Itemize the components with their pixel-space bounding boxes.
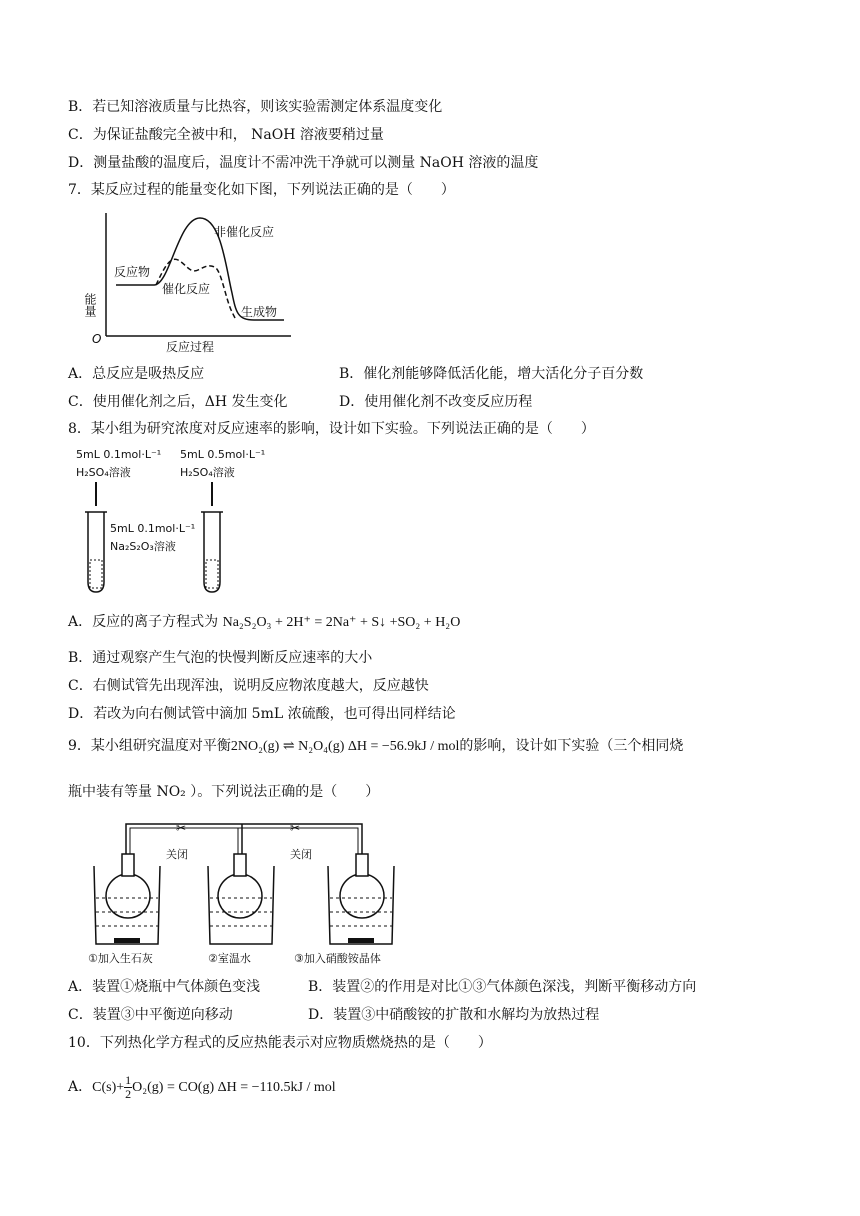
- flask-apparatus-figure: [84, 816, 444, 966]
- q9-equilibrium-equation: 2NO₂(g) ⇌ N₂O₄(g) ΔH = −56.9kJ / mol: [230, 739, 460, 754]
- q8-option-d: D．若改为向右侧试管中滴加 5mL 浓硫酸，也可得出同样结论: [68, 706, 456, 722]
- beaker-1-label: ①加入生石灰: [88, 952, 153, 965]
- q7-option-d: D．使用催化剂不改变反应历程: [339, 394, 533, 410]
- energy-x-axis-label: 反应过程: [166, 340, 215, 354]
- q7-option-b: B．催化剂能够降低活化能，增大活化分子百分数: [339, 366, 644, 382]
- q9-option-d: D．装置③中硝酸铵的扩散和水解均为放热过程: [308, 1007, 600, 1023]
- clamp-2-icon: ✂: [290, 821, 301, 835]
- q7-stem: 7．某反应过程的能量变化如下图，下列说法正确的是（ ）: [68, 182, 455, 198]
- catalyzed-label: 催化反应: [162, 282, 211, 296]
- energy-diagram: [83, 208, 316, 358]
- q6-option-d: D．测量盐酸的温度后，温度计不需冲洗干净就可以测量 NaOH 溶液的温度: [68, 155, 539, 171]
- q9-stem-line-2: 瓶中装有等量 NO₂ ）。下列说法正确的是（ ）: [68, 784, 380, 800]
- q7-option-c: C．使用催化剂之后，ΔH 发生变化: [68, 394, 288, 410]
- q8-option-c: C．右侧试管先出现浑浊，说明反应物浓度越大，反应越快: [68, 678, 429, 694]
- q10-fraction: [124, 1074, 132, 1101]
- right-acid-concentration: 5mL 0.5mol·L⁻¹: [180, 448, 266, 461]
- q9-stem-part-2: 的影响，设计如下实验（三个相同烧: [459, 738, 684, 754]
- q10-equation-part-1: C(s)+: [92, 1080, 125, 1095]
- origin-label: O: [92, 332, 102, 346]
- energy-y-axis-label: 能量: [83, 293, 97, 317]
- q8-option-a: [68, 613, 460, 632]
- beaker-1: [94, 854, 160, 944]
- q6-option-c: C．为保证盐酸完全被中和， NaOH 溶液要稍过量: [68, 127, 384, 143]
- q9-option-c: C．装置③中平衡逆向移动: [68, 1007, 233, 1023]
- right-acid-name: H₂SO₄溶液: [180, 466, 235, 479]
- q10-equation-part-2: O₂(g) = CO(g) ΔH = −110.5kJ / mol: [132, 1080, 336, 1095]
- test-tube-figure: [76, 444, 306, 596]
- product-label: 生成物: [241, 305, 278, 319]
- q9-option-b: B．装置②的作用是对比①③气体颜色深浅，判断平衡移动方向: [308, 979, 697, 995]
- q9-stem-line-1: [68, 737, 683, 756]
- q6-option-b: B．若已知溶液质量与比热容，则该实验需测定体系温度变化: [68, 99, 443, 115]
- q8-stem: 8．某小组为研究浓度对反应速率的影响，设计如下实验。下列说法正确的是（ ）: [68, 421, 595, 437]
- q8-option-b: B．通过观察产生气泡的快慢判断反应速率的大小: [68, 650, 373, 666]
- clamp-2-label: 关闭: [290, 848, 312, 861]
- clamp-1-label: 关闭: [166, 848, 188, 861]
- left-acid-name: H₂SO₄溶液: [76, 466, 131, 479]
- q10-option-a-prefix: A．: [68, 1079, 93, 1095]
- uncatalyzed-label: 非催化反应: [214, 225, 275, 239]
- q7-option-a: A．总反应是吸热反应: [68, 366, 205, 382]
- beaker-3-label: ③加入硝酸铵晶体: [294, 952, 381, 965]
- beaker-3: [328, 854, 394, 944]
- q8-option-a-prefix: A．反应的离子方程式为: [68, 614, 219, 630]
- q9-option-a: A．装置①烧瓶中气体颜色变浅: [68, 979, 261, 995]
- thiosulfate-name: Na₂S₂O₃溶液: [110, 540, 176, 553]
- clamp-1-icon: ✂: [176, 821, 187, 835]
- q9-stem-part-1: 9．某小组研究温度对平衡: [68, 738, 231, 754]
- beaker-2-label: ②室温水: [208, 952, 251, 965]
- q10-option-a: [68, 1070, 336, 1105]
- q10-stem: 10．下列热化学方程式的反应热能表示对应物质燃烧热的是（ ）: [68, 1035, 492, 1051]
- q10-fraction-numerator: 1: [125, 1072, 132, 1087]
- beaker-2: [208, 854, 274, 944]
- q10-fraction-denominator: 2: [125, 1086, 132, 1101]
- q8-ionic-equation: Na₂S₂O₃ + 2H⁺ = 2Na⁺ + S↓ +SO₂ + H₂O: [222, 615, 461, 630]
- thiosulfate-concentration: 5mL 0.1mol·L⁻¹: [110, 522, 196, 535]
- left-acid-concentration: 5mL 0.1mol·L⁻¹: [76, 448, 162, 461]
- reactant-label: 反应物: [114, 265, 151, 279]
